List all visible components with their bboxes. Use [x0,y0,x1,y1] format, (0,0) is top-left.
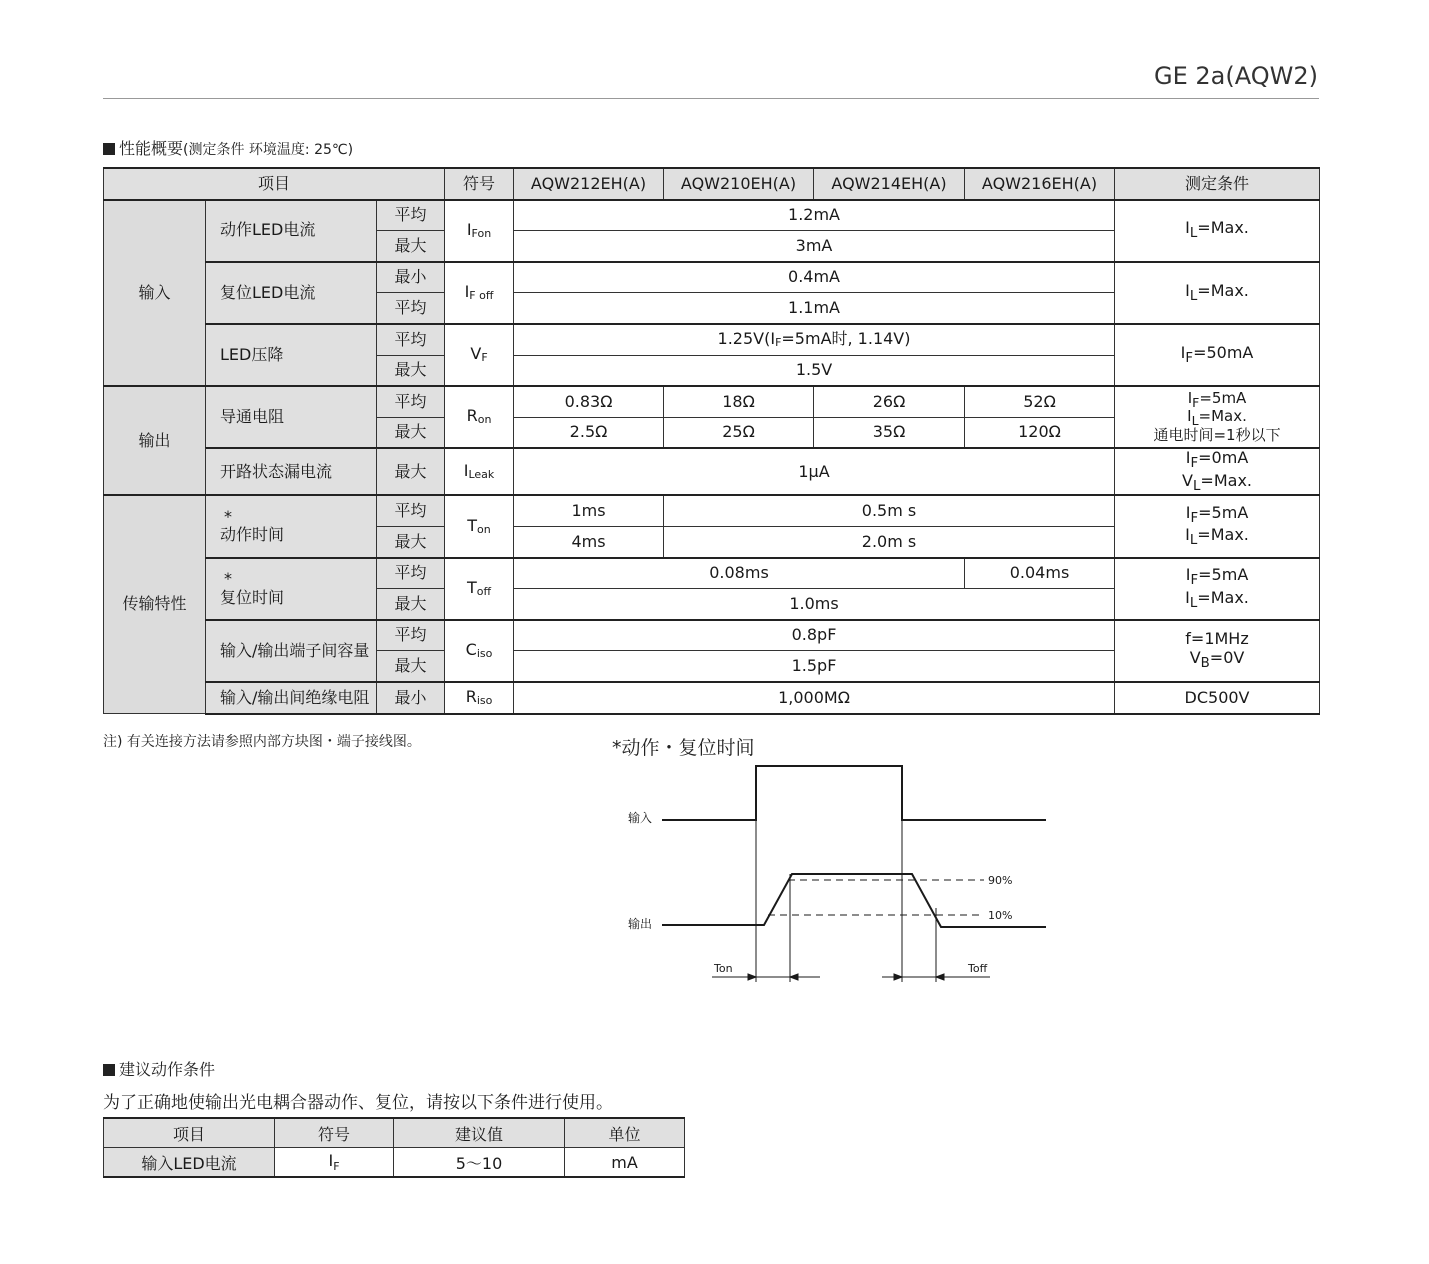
symbol-vf: $V_F$ [445,324,514,386]
input-waveform [662,766,1046,820]
value-ifon-max: 3mA [514,231,1115,262]
item-on-resistance: 导通电阻 [206,386,377,448]
qualifier-min: 最小 [377,682,445,714]
table-row [104,262,1320,293]
qualifier-avg: 平均 [377,495,445,526]
condition-ifon: $I_L=Max$. [1115,200,1320,262]
item-operate-led-current: 动作LED电流 [206,200,377,262]
value-ifoff-min: 0.4mA [514,262,1115,293]
rec-col-symbol: 符号 [275,1118,394,1148]
table-footnote: 注) 有关连接方法请参照内部方块图・端子接线图。 [103,734,421,750]
condition-ton: $I_F=5mA$ $I_L=Max$. [1115,495,1320,557]
item-io-insulation-resistance: 输入/输出间绝缘电阻 [206,682,377,714]
table-row [104,682,1320,714]
table-row [104,620,1320,651]
value-ton-avg-1: 1ms [514,495,664,526]
value-ron-avg-2: 18Ω [664,386,814,417]
qualifier-max: 最大 [377,417,445,448]
square-bullet-icon [103,1064,115,1076]
value-ron-avg-4: 52Ω [965,386,1115,417]
qualifier-max: 最大 [377,231,445,262]
col-header-symbol: 符号 [445,168,514,200]
item-reset-led-current: 复位LED电流 [206,262,377,324]
col-header-model-4: AQW216EH(A) [965,168,1115,200]
condition-vf: $I_F=50mA$ [1115,324,1320,386]
timing-diagram [600,758,1060,998]
value-ron-avg-3: 26Ω [814,386,965,417]
col-header-condition: 测定条件 [1115,168,1320,200]
table-header-row [104,168,1320,200]
value-ron-max-2: 25Ω [664,417,814,448]
value-vf-avg: $1.25V(I_F=5mA$时, 1.14V) [514,324,1115,355]
value-ron-max-1: 2.5Ω [514,417,664,448]
group-input: 输入 [104,200,206,387]
qualifier-max: 最大 [377,526,445,557]
symbol-ifoff: $I_{F off}$ [445,262,514,324]
col-header-model-2: AQW210EH(A) [664,168,814,200]
document-header-title: GE 2a(AQW2) [1154,62,1318,90]
item-operate-time: * 动作时间 [206,495,377,557]
table-row [104,1148,685,1178]
item-led-voltage-drop: LED压降 [206,324,377,386]
qualifier-avg: 平均 [377,293,445,324]
ton-arrow-right [748,974,756,980]
value-ton-max-2: 2.0m s [664,526,1115,557]
performance-table [103,167,1320,715]
value-vf-max: 1.5V [514,355,1115,386]
item-reset-time: * 复位时间 [206,558,377,620]
item-io-capacitance: 输入/输出端子间容量 [206,620,377,682]
toff-arrow-right [894,974,902,980]
rec-value: 5～10 [394,1148,565,1178]
timing-diagram-title: *动作・复位时间 [612,737,755,759]
condition-ileak: $I_F=0mA$ $V_L=Max$. [1115,448,1320,495]
qualifier-avg: 平均 [377,558,445,589]
symbol-ileak: $I_{Leak}$ [445,448,514,495]
group-transfer: 传输特性 [104,495,206,713]
table-row [104,495,1320,526]
value-ron-max-3: 35Ω [814,417,965,448]
value-ifoff-avg: 1.1mA [514,293,1115,324]
value-ron-avg-1: 0.83Ω [514,386,664,417]
condition-riso: DC500V [1115,682,1320,714]
rec-col-item: 项目 [104,1118,275,1148]
condition-ciso: f=1MHz $V_B=0V$ [1115,620,1320,682]
toff-label: Toff [968,962,988,975]
value-ileak-max: 1μA [514,448,1115,495]
condition-ron: $I_F=5mA$ $I_L=Max$. 通电时间=1秒以下 [1115,386,1320,448]
col-header-model-1: AQW212EH(A) [514,168,664,200]
toff-arrow-left [936,974,944,980]
qualifier-avg: 平均 [377,324,445,355]
item-off-state-leakage: 开路状态漏电流 [206,448,377,495]
qualifier-avg: 平均 [377,620,445,651]
qualifier-max: 最大 [377,448,445,495]
qualifier-avg: 平均 [377,386,445,417]
header-divider [103,98,1319,99]
symbol-toff: $T_{off}$ [445,558,514,620]
symbol-ifon: $I_{Fon}$ [445,200,514,262]
condition-ifoff: $I_L=Max$. [1115,262,1320,324]
symbol-ron: $R_{on}$ [445,386,514,448]
rec-col-value: 建议值 [394,1118,565,1148]
ton-arrow-left [790,974,798,980]
ton-label: Ton [714,962,733,975]
rec-item: 输入LED电流 [104,1148,275,1178]
value-ton-avg-2: 0.5m s [664,495,1115,526]
recommended-section-title: 建议动作条件 [103,1057,215,1080]
value-ifon-avg: 1.2mA [514,200,1115,231]
square-bullet-icon [103,143,115,155]
col-header-item: 项目 [104,168,445,200]
value-riso-min: 1,000MΩ [514,682,1115,714]
table-row [104,558,1320,589]
value-ron-max-4: 120Ω [965,417,1115,448]
value-ciso-max: 1.5pF [514,651,1115,682]
symbol-riso: $R_{iso}$ [445,682,514,714]
col-header-model-3: AQW214EH(A) [814,168,965,200]
output-label: 输出 [628,917,653,931]
value-ton-max-1: 4ms [514,526,664,557]
qualifier-max: 最大 [377,355,445,386]
group-output: 输出 [104,386,206,495]
table-row [104,324,1320,355]
level-90-label: 90% [988,874,1013,887]
rec-symbol: $I_F$ [275,1148,394,1178]
level-10-label: 10% [988,909,1013,922]
recommended-table [103,1117,685,1178]
symbol-ciso: $C_{iso}$ [445,620,514,682]
value-toff-avg-2: 0.04ms [965,558,1115,589]
qualifier-min: 最小 [377,262,445,293]
qualifier-avg: 平均 [377,200,445,231]
value-toff-max: 1.0ms [514,589,1115,620]
value-toff-avg-1: 0.08ms [514,558,965,589]
symbol-ton: $T_{on}$ [445,495,514,557]
table-row [104,200,1320,231]
condition-toff: $I_F=5mA$ $I_L=Max$. [1115,558,1320,620]
recommended-description: 为了正确地使输出光电耦合器动作、复位，请按以下条件进行使用。 [103,1093,613,1113]
table-header-row [104,1118,685,1148]
qualifier-max: 最大 [377,651,445,682]
value-ciso-avg: 0.8pF [514,620,1115,651]
rec-unit: mA [565,1148,685,1178]
table-row [104,386,1320,417]
input-label: 输入 [628,811,653,825]
performance-section-title: 性能概要(测定条件 环境温度: 25℃) [103,136,353,159]
rec-col-unit: 单位 [565,1118,685,1148]
qualifier-max: 最大 [377,589,445,620]
